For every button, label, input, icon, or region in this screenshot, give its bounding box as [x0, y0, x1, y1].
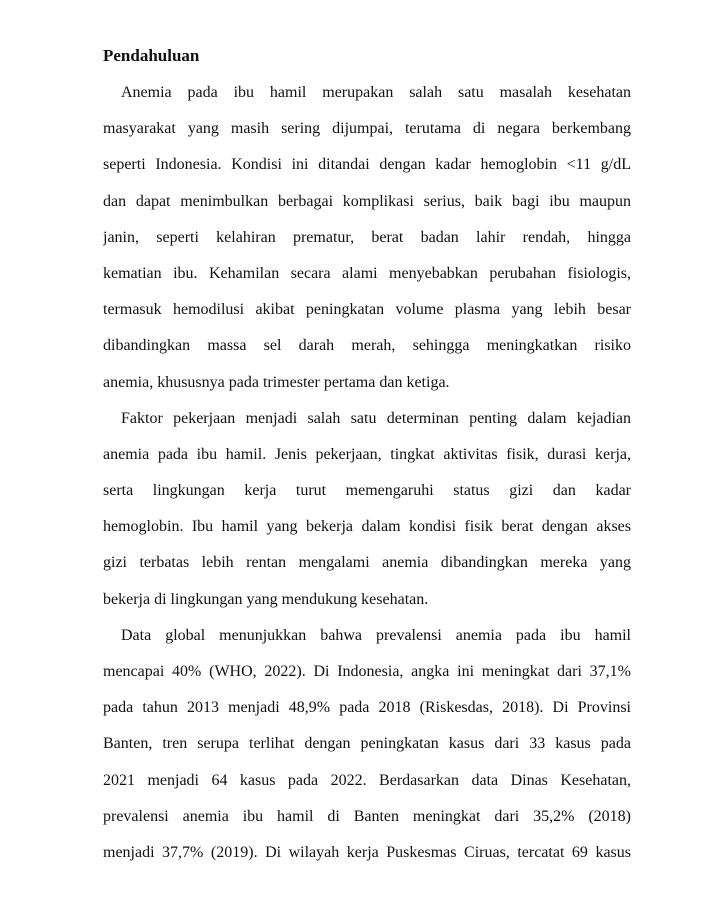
section-heading: Pendahuluan [103, 46, 200, 65]
document-page [103, 44, 631, 871]
text-line: Banten, tren serupa terlihat dengan peningkatan kasus dari 33 kasus pada [103, 735, 631, 753]
text-line: seperti Indonesia. Kondisi ini ditandai dengan kadar hemoglobin <11 g/dL [103, 156, 631, 174]
text-line: bekerja di lingkungan yang mendukung kesehatan. [103, 590, 429, 608]
paragraph-anemia-intro [103, 75, 631, 401]
text-line: pada tahun 2013 menjadi 48,9% pada 2018 (Riskesdas, 2018). Di Provinsi [103, 699, 631, 717]
paragraph-prevalence-data [103, 618, 631, 871]
text-line: anemia pada ibu hamil. Jenis pekerjaan, tingkat aktivitas fisik, durasi kerja, [103, 445, 631, 463]
text-line: Anemia pada ibu hamil merupakan salah satu masalah kesehatan [121, 84, 631, 101]
text-line: 2021 menjadi 64 kasus pada 2022. Berdasarkan data Dinas Kesehatan, [103, 771, 631, 789]
text-line: dibandingkan massa sel darah merah, sehingga meningkatkan risiko [103, 337, 631, 355]
text-line: janin, seperti kelahiran prematur, berat badan lahir rendah, hingga [103, 228, 631, 246]
text-line: kematian ibu. Kehamilan secara alami menyebabkan perubahan fisiologis, [103, 264, 631, 282]
text-line: termasuk hemodilusi akibat peningkatan volume plasma yang lebih besar [103, 301, 631, 319]
text-line: Faktor pekerjaan menjadi salah satu determinan penting dalam kejadian [121, 409, 631, 427]
paragraph-occupation-factor [103, 401, 631, 618]
text-line: anemia, khususnya pada trimester pertama dan ketiga. [103, 373, 450, 391]
text-line: Data global menunjukkan bahwa prevalensi anemia pada ibu hamil [121, 626, 631, 644]
text-line: prevalensi anemia ibu hamil di Banten meningkat dari 35,2% (2018) [103, 807, 631, 825]
text-line: serta lingkungan kerja turut memengaruhi status gizi dan kadar [103, 482, 631, 500]
text-line: dan dapat menimbulkan berbagai komplikasi serius, baik bagi ibu maupun [103, 192, 631, 210]
text-line: mencapai 40% (WHO, 2022). Di Indonesia, angka ini meningkat dari 37,1% [103, 663, 631, 680]
text-line: masyarakat yang masih sering dijumpai, terutama di negara berkembang [103, 120, 631, 138]
text-line: menjadi 37,7% (2019). Di wilayah kerja Puskesmas Ciruas, tercatat 69 kasus [103, 843, 631, 861]
text-line: gizi terbatas lebih rentan mengalami anemia dibandingkan mereka yang [103, 554, 631, 572]
text-line: hemoglobin. Ibu hamil yang bekerja dalam kondisi fisik berat dengan akses [103, 518, 631, 536]
